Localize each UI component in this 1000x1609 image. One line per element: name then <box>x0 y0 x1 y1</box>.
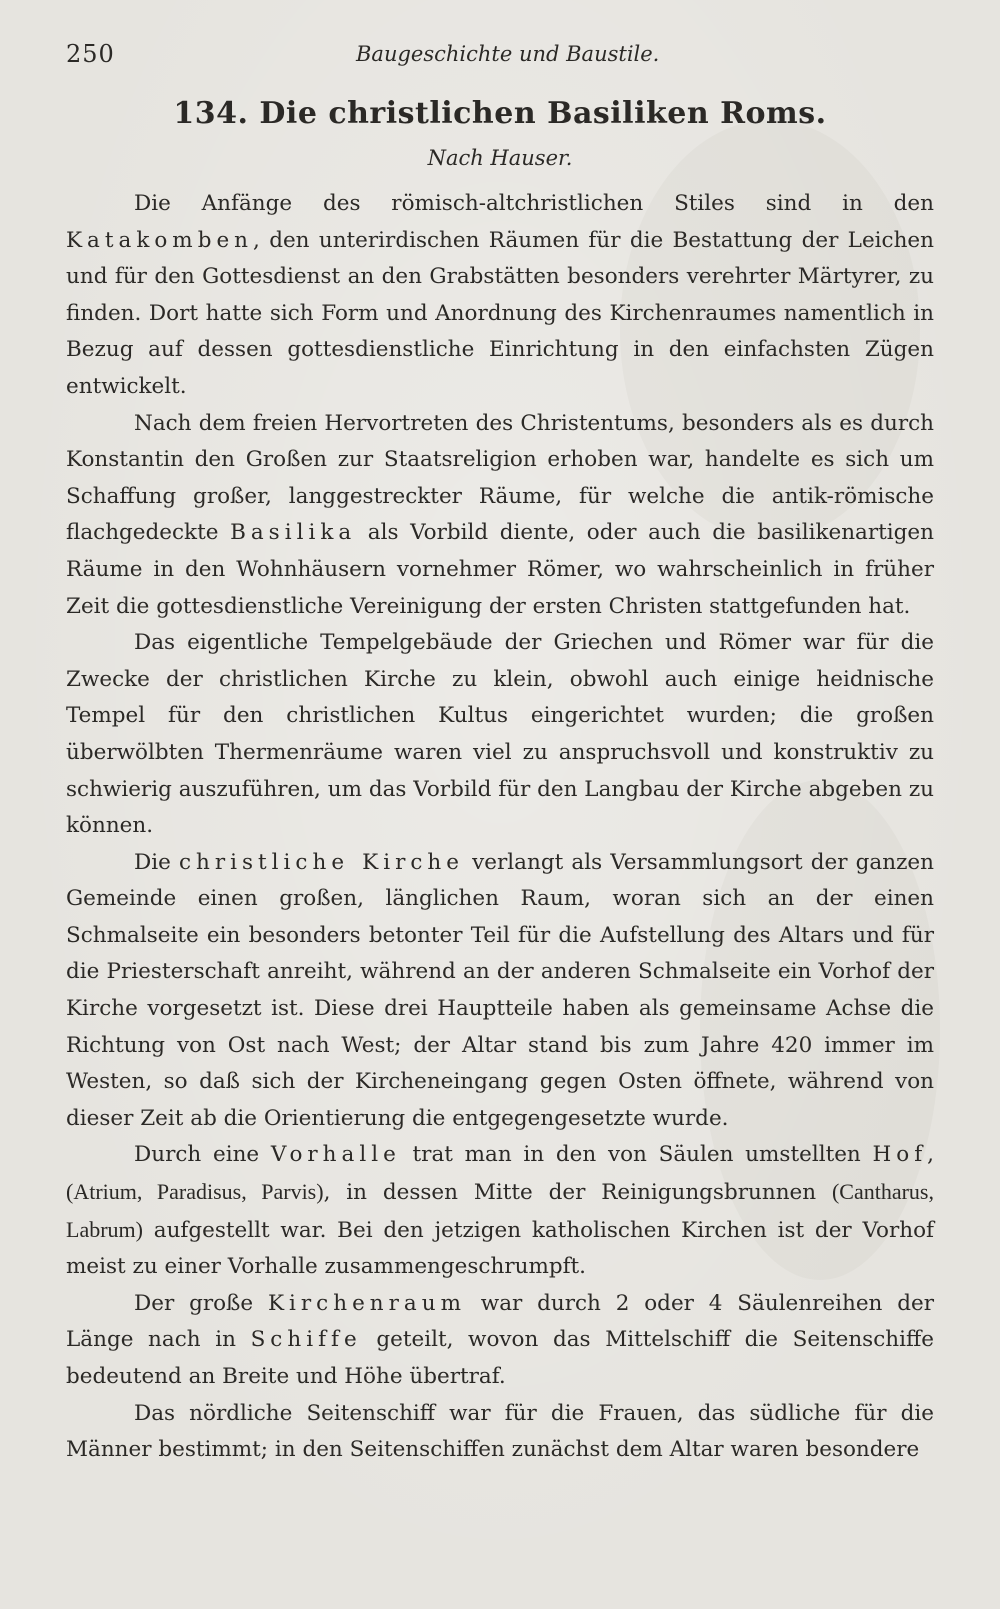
text-run: als Vorbild diente, oder auch die basilikenartigen Räume in den Wohnhäusern vornehmer Römer, wo wahrscheinlich in früher Zeit die gottesdienstliche Vereinigung der ersten Christen stattgefunden hat. <box>66 520 934 619</box>
text-run: geteilt, wovon das Mittelschiff die Seitenschiffe bedeutend an Breite und Höhe übertraf. <box>66 1327 934 1389</box>
article-heading: 134. Die christlichen Basiliken Roms. <box>173 96 827 131</box>
text-run: Das nördliche Seitenschiff war für die Frauen, das südliche für die Männer bestimmt; in den Seitenschiffen zunächst dem Altar waren besondere <box>66 1400 934 1463</box>
emphasized-term: Schiffe <box>250 1327 362 1353</box>
text-run: verlangt als Versammlungsort der ganzen Gemeinde einen großen, länglichen Raum, woran sich an der einen Schmalseite ein besonders betonter Teil für die Aufstellung des Altars und für die Priesterschaft anreiht, während an der anderen Schmalseite ein Vorhof der Kirche vorgesetzt ist. Diese drei Hauptteile haben als gemeinsame Achse die Richtung von Ost nach West; der Altar stand bis zum Jahre 420 immer im Westen, so daß sich der Kircheneingang gegen Osten öffnete, während von dieser Zeit ab die Orientierung die entgegengesetzte wurde. <box>66 849 934 1131</box>
article-byline: Nach Hauser. <box>427 146 573 170</box>
text-run: Die Anfänge des römisch-altchristlichen Stiles sind in den <box>134 191 934 216</box>
text-run: aufgestellt war. Bei den jetzigen katholischen Kirchen ist der Vorhof meist zu einer Vorhalle zusammengeschrumpft. <box>66 1217 934 1280</box>
emphasized-term: Basilika <box>230 520 357 546</box>
text-run: , den unterirdischen Räumen für die Bestattung der Leichen und für den Gottesdienst an den Grabstätten besonders verehrter Märtyrer, zu finden. Dort hatte sich Form und Anordnung des Kirchenraumes namentlich in Bezug auf dessen gottesdienstliche Einrichtung in den einfachsten Zügen entwickelt. <box>66 227 934 399</box>
page-number: 250 <box>66 40 115 68</box>
paragraph <box>66 1286 934 1396</box>
text-run: trat man in den von Säulen umstellten <box>400 1142 873 1168</box>
latin-term: (Cantharus, Labrum) <box>66 1179 934 1242</box>
emphasized-term: Hof <box>872 1142 928 1168</box>
text-run: war durch 2 oder 4 Säulenreihen der Länge nach in <box>66 1290 934 1353</box>
paragraph <box>66 186 934 406</box>
article-body <box>66 186 934 1469</box>
running-head <box>66 40 940 76</box>
paragraph <box>66 406 934 626</box>
paragraph <box>66 845 934 1138</box>
text-run: , <box>927 1142 935 1168</box>
paragraph <box>66 1396 934 1469</box>
text-run: Nach dem freien Hervortreten des Christentums, besonders als es durch Konstantin den Großen zur Staatsreligion erhoben war, handelte es sich um Schaffung großer, langgestreckter Räume, für welche die antik-römische flachgedeckte <box>66 410 934 546</box>
emphasized-term: Katakomben <box>66 227 254 253</box>
emphasized-term: Kirchenraum <box>267 1290 466 1316</box>
text-run: Die <box>134 849 179 875</box>
text-run: Das eigentliche Tempelgebäude der Griechen und Römer war für die Zwecke der christlichen Kirche zu klein, obwohl auch einige heidnische Tempel für den christlichen Kultus eingerichtet wurden; die großen überwölbten Thermenräume waren viel zu anspruchsvoll und konstruktiv zu schwierig auszuführen, um das Vorbild für den Langbau der Kirche abgeben zu können. <box>66 630 934 839</box>
paragraph <box>66 1137 934 1285</box>
text-run: Durch eine <box>134 1142 271 1168</box>
emphasized-term: christliche Kirche <box>178 849 465 875</box>
emphasized-term: Vorhalle <box>270 1142 401 1168</box>
paragraph <box>66 625 934 845</box>
text-run: Der große <box>134 1290 268 1316</box>
running-title: Baugeschichte und Baustile. <box>356 42 660 66</box>
text-run: , in dessen Mitte der Reinigungsbrunnen <box>323 1180 832 1206</box>
latin-term: (Atrium, Paradisus, Parvis) <box>66 1179 324 1205</box>
